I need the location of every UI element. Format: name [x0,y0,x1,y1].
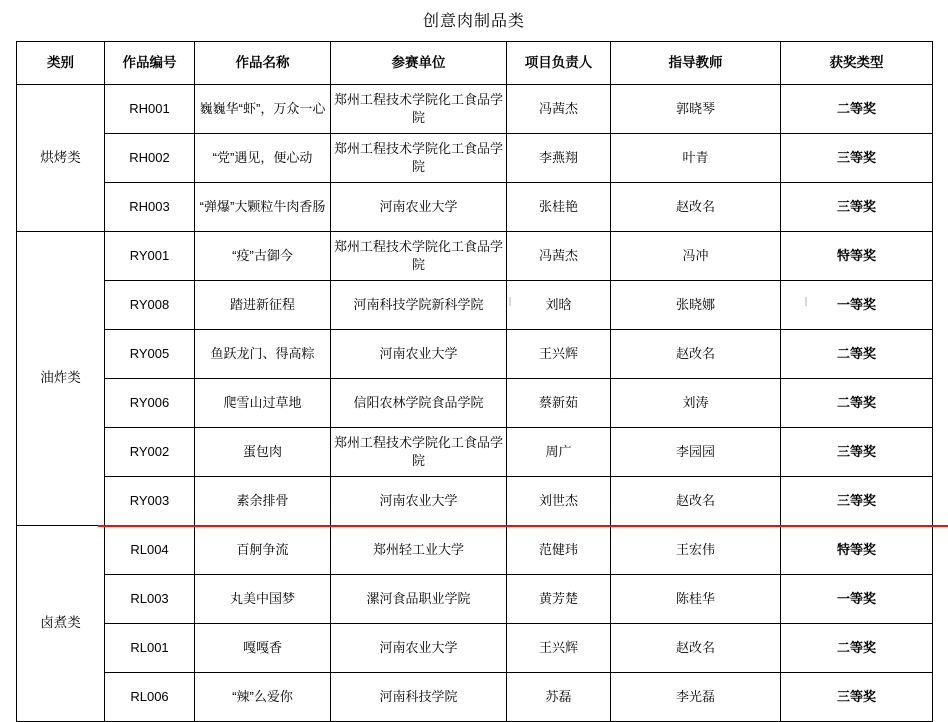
header-work-name: 作品名称 [195,42,331,85]
cell-unit: 河南农业大学 [331,330,507,379]
cell-leader: 周广 [507,428,611,477]
cell-work-name: 踏进新征程 [195,281,331,330]
cell-unit: 郑州工程技术学院化工食品学院 [331,232,507,281]
cell-unit: 漯河食品职业学院 [331,575,507,624]
cell-code: RL003 [105,575,195,624]
cell-unit: 郑州工程技术学院化工食品学院 [331,134,507,183]
header-award: 获奖类型 [781,42,933,85]
cell-award: 三等奖 [781,477,933,526]
cell-leader: 刘世杰 [507,477,611,526]
cell-teacher: 郭晓琴 [611,85,781,134]
header-teacher: 指导教师 [611,42,781,85]
cell-leader: 苏磊 [507,673,611,722]
cell-work-name: “辣”么爱你 [195,673,331,722]
cell-work-name: “疫”古御今 [195,232,331,281]
cell-code: RL001 [105,624,195,673]
cell-leader: 黄芳楚 [507,575,611,624]
cell-award: 特等奖 [781,526,933,575]
cell-teacher: 赵改名 [611,624,781,673]
cell-code: RH001 [105,85,195,134]
table-header-row [17,42,933,85]
header-code: 作品编号 [105,42,195,85]
table-body [17,85,933,722]
table-row [17,183,933,232]
cell-teacher: 刘涛 [611,379,781,428]
cell-teacher: 赵改名 [611,330,781,379]
cell-work-name: “弹爆”大颗粒牛肉香肠 [195,183,331,232]
cell-work-name: 爬雪山过草地 [195,379,331,428]
cell-award: 二等奖 [781,85,933,134]
cell-code: RL004 [105,526,195,575]
table-row [17,477,933,526]
cell-teacher: 陈桂华 [611,575,781,624]
cell-award: 二等奖 [781,379,933,428]
category-cell: 油炸类 [17,232,105,526]
award-table [16,41,933,722]
cell-code: RL006 [105,673,195,722]
cell-award: 特等奖 [781,232,933,281]
cell-code: RY005 [105,330,195,379]
cell-teacher: 李光磊 [611,673,781,722]
cell-unit: 河南农业大学 [331,624,507,673]
cell-unit: 郑州轻工业大学 [331,526,507,575]
cell-award: 一等奖 [781,575,933,624]
table-row [17,134,933,183]
cell-award: 一等奖 [781,281,933,330]
cell-leader: 范健玮 [507,526,611,575]
category-cell: 卤煮类 [17,526,105,722]
cell-work-name: 鱼跃龙门、得高粽 [195,330,331,379]
cell-leader: 张桂艳 [507,183,611,232]
header-leader: 项目负责人 [507,42,611,85]
cell-award: 二等奖 [781,330,933,379]
cell-leader: 冯茜杰 [507,85,611,134]
cell-teacher: 赵改名 [611,477,781,526]
cell-code: RY006 [105,379,195,428]
table-row [17,379,933,428]
cell-unit: 河南科技学院新科学院 [331,281,507,330]
cell-work-name: “党”遇见，便心动 [195,134,331,183]
table-row [17,624,933,673]
table-row [17,428,933,477]
table-row [17,330,933,379]
header-category: 类别 [17,42,105,85]
cell-unit: 郑州工程技术学院化工食品学院 [331,85,507,134]
table-row [17,232,933,281]
cell-work-name: 丸美中国梦 [195,575,331,624]
cell-code: RH002 [105,134,195,183]
cell-unit: 河南农业大学 [331,183,507,232]
cell-award: 三等奖 [781,134,933,183]
cell-teacher: 赵改名 [611,183,781,232]
cell-teacher: 叶青 [611,134,781,183]
cell-teacher: 李园园 [611,428,781,477]
cell-code: RY008 [105,281,195,330]
cell-leader: 王兴辉 [507,330,611,379]
table-container [0,41,948,722]
table-row [17,673,933,722]
cell-leader: 李燕翔 [507,134,611,183]
table-row [17,526,933,575]
cell-code: RY003 [105,477,195,526]
cell-code: RY001 [105,232,195,281]
table-row [17,85,933,134]
stray-mark [805,297,807,306]
cell-award: 三等奖 [781,673,933,722]
cell-work-name: 巍巍华“虾”，万众一心 [195,85,331,134]
cell-teacher: 王宏伟 [611,526,781,575]
cell-work-name: 蛋包肉 [195,428,331,477]
cell-unit: 信阳农林学院食品学院 [331,379,507,428]
cell-teacher: 冯冲 [611,232,781,281]
stray-mark [509,297,511,306]
header-unit: 参赛单位 [331,42,507,85]
cell-award: 二等奖 [781,624,933,673]
red-highlight-line [98,525,948,527]
cell-work-name: 素余排骨 [195,477,331,526]
table-row [17,575,933,624]
cell-teacher: 张晓娜 [611,281,781,330]
cell-unit: 河南农业大学 [331,477,507,526]
cell-leader: 冯茜杰 [507,232,611,281]
cell-work-name: 嘎嘎香 [195,624,331,673]
cell-work-name: 百舸争流 [195,526,331,575]
cell-leader: 王兴辉 [507,624,611,673]
page-title: 创意肉制品类 [422,13,525,30]
cell-unit: 河南科技学院 [331,673,507,722]
cell-code: RH003 [105,183,195,232]
cell-award: 三等奖 [781,428,933,477]
cell-unit: 郑州工程技术学院化工食品学院 [331,428,507,477]
table-header [17,42,933,85]
cell-leader: 蔡新茹 [507,379,611,428]
cell-award: 三等奖 [781,183,933,232]
table-row [17,281,933,330]
category-cell: 烘烤类 [17,85,105,232]
cell-code: RY002 [105,428,195,477]
cell-leader: 刘晗 [507,281,611,330]
